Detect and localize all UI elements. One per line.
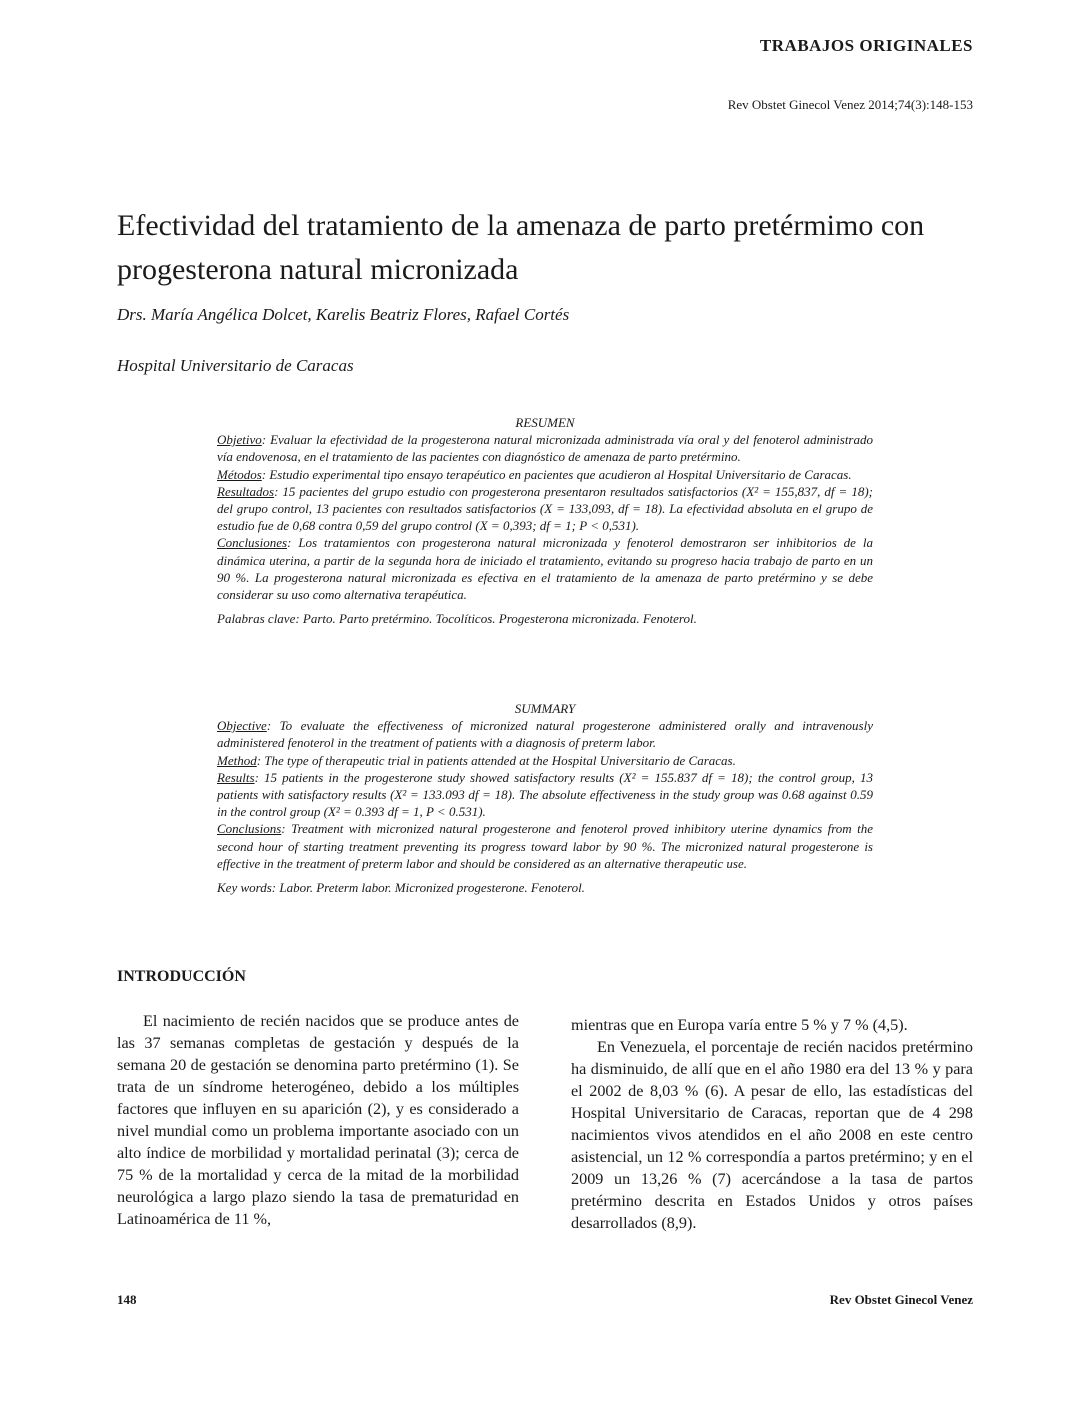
article-affiliation: Hospital Universitario de Caracas xyxy=(117,356,354,375)
section-label: TRABAJOS ORIGINALES xyxy=(759,36,973,55)
body-paragraph: El nacimiento de recién nacidos que se produce antes de las 37 semanas completas de gestación y después de la semana 20 de gestación se denomina parto pretérmino (1). Se trata de un síndrome heterogéneo, debido a los múltiples factores que influyen en su aparición (2), y es considerado a nivel mundial como un problema importante asociado con un alto índice de morbilidad y mortalidad perinatal (3); cerca de 75 % de la mortalidad y cerca de la mitad de la morbilidad neurológica a largo plazo siendo la tasa de prematuridad en Latinoamérica de 11 %, xyxy=(117,1012,519,1228)
resumen-objetivo-label: Objetivo xyxy=(217,432,262,448)
summary-objective-label: Objective xyxy=(217,718,267,734)
summary-results-text: : 15 patients in the progesterone study showed satisfactory results (X² = 155.837 df = 18); the control group, 13 patients with satisfactory results (X² = 133.093 df = 18). The absolute effectiveness in the study group was 0.68 against 0.59 in the control group (X² = 0.393 df = 1, P < 0.531). xyxy=(217,769,873,820)
article-authors: Drs. María Angélica Dolcet, Karelis Beatriz Flores, Rafael Cortés xyxy=(117,305,570,324)
resumen-resultados-text: : 15 pacientes del grupo estudio con progesterona presentaron resultados satisfactorios (X² = 155,837, df = 18); del grupo control, 13 pacientes con resultados satisfactorios (X = 133,093, df = 18). La efectividad absoluta en el grupo de estudio fue de 0,68 contra 0,59 del grupo control (X = 0,393; df = 1; P < 0,531). xyxy=(217,483,873,534)
resumen-objetivo xyxy=(217,431,873,465)
resumen-resultados-label: Resultados xyxy=(217,483,275,499)
journal-citation: Rev Obstet Ginecol Venez 2014;74(3):148-153 xyxy=(727,97,973,112)
summary-block xyxy=(217,700,873,896)
resumen-conclusiones-label: Conclusiones xyxy=(217,535,288,551)
summary-objective-text: : To evaluate the effectiveness of micronized natural progesterone administered orally and intravenously administered fenoterol in the treatment of patients with a diagnosis of preterm labor. xyxy=(217,718,873,751)
body-column-left xyxy=(117,1010,519,1230)
summary-conclusions-text: : Treatment with micronized natural progesterone and fenoterol proved inhibitory uterine dynamics from the second hour of starting treatment preventing its progress toward labor by 90 %. The micronized natural progesterone is effective in the treatment of preterm labor and should be considered as an alternative therapeutic use. xyxy=(217,821,873,871)
summary-method-label: Method xyxy=(217,752,257,768)
resumen-keywords: Palabras clave: Parto. Parto pretérmino. Tocolíticos. Progesterona micronizada. Fenoterol. xyxy=(217,611,697,627)
body-paragraph-continued: mientras que en Europa varía entre 5 % y 7 % (4,5). xyxy=(571,1016,908,1034)
summary-heading: SUMMARY xyxy=(514,701,576,716)
footer-journal: Rev Obstet Ginecol Venez xyxy=(829,1292,973,1307)
resumen-metodos xyxy=(217,466,873,483)
summary-conclusions xyxy=(217,820,873,872)
summary-method-text: : The type of therapeutic trial in patients attended at the Hospital Universitario de Caracas. xyxy=(256,752,736,768)
summary-results-label: Results xyxy=(217,769,255,785)
resumen-objetivo-text: : Evaluar la efectividad de la progesterona natural micronizada administrada vía oral y del fenoterol administrado vía endovenosa, en el tratamiento de las pacientes con diagnóstico de amenaza de parto pretérmino. xyxy=(217,432,873,465)
body-column-right xyxy=(571,1014,973,1234)
article-title: Efectividad del tratamiento de la amenaza de parto pretérmimo con progesterona natural micronizada xyxy=(117,209,925,286)
resumen-conclusiones-text: : Los tratamientos con progesterona natural micronizada y fenoterol demostraron ser inhibitorios de la dinámica uterina, a partir de la segunda hora de iniciado el tratamiento, evitando su progreso hacia trabajo de parto en un 90 %. La progesterona natural micronizada es efectiva en el tratamiento de la amenaza de parto pretérmino y se debe considerar su uso como alternativa terapéutica. xyxy=(217,535,873,603)
resumen-block xyxy=(217,414,873,627)
resumen-metodos-label: Métodos xyxy=(217,466,262,482)
summary-conclusions-label: Conclusions xyxy=(217,821,282,837)
resumen-heading: RESUMEN xyxy=(515,415,575,430)
resumen-metodos-text: : Estudio experimental tipo ensayo terapéutico en pacientes que acudieron al Hospital Universitario de Caracas. xyxy=(261,466,852,482)
summary-objective xyxy=(217,717,873,751)
resumen-conclusiones xyxy=(217,534,873,603)
summary-method xyxy=(217,752,873,769)
resumen-resultados xyxy=(217,483,873,535)
page-number: 148 xyxy=(117,1292,137,1307)
summary-keywords: Key words: Labor. Preterm labor. Micronized progesterone. Fenoterol. xyxy=(217,880,585,896)
body-paragraph: En Venezuela, el porcentaje de recién nacidos pretérmino ha disminuido, de allí que en el año 1980 era del 13 % y para el 2002 de 8,03 % (6). A pesar de ello, las estadísticas del Hospital Universitario de Caracas, reportan que de 4 298 nacimientos vivos atendidos en el año 2008 en este centro asistencial, un 12 % correspondía a partos pretérmino; y en el 2009 un 13,26 % (7) acercándose a la tasa de partos pretérmino descrita en Estados Unidos y otros países desarrollados (8,9). xyxy=(571,1038,973,1232)
intro-heading: INTRODUCCIÓN xyxy=(117,968,246,985)
summary-results xyxy=(217,769,873,821)
